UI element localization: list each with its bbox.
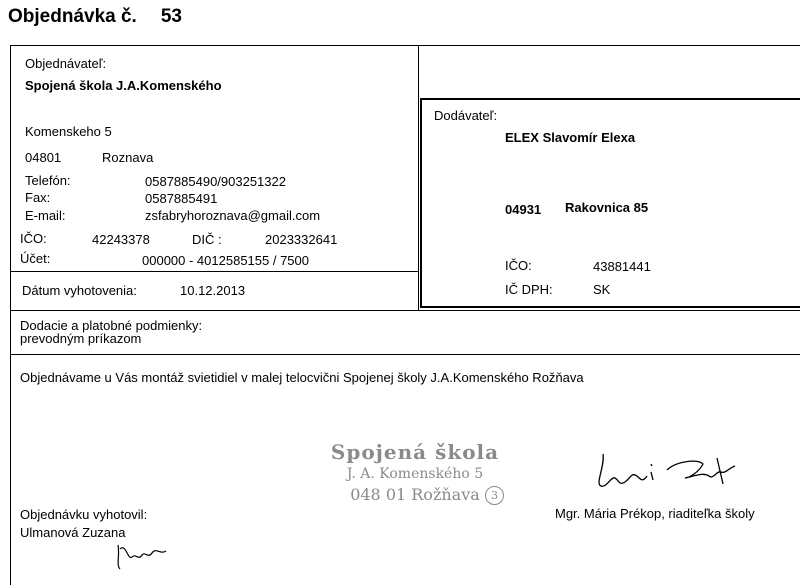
fax-label: Fax: [25,190,51,205]
customer-city: Roznava [102,150,154,165]
customer-dic-label: DIČ : [192,232,222,247]
stamp-number-mark [485,486,504,505]
customer-name: Spojená škola J.A.Komenského [25,78,222,93]
supplier-label: Dodávateľ: [434,108,498,123]
stamp-number: 3 [491,489,498,502]
email-value: zsfabryhoroznava@gmail.com [145,208,321,223]
order-number: 53 [160,6,182,27]
customer-street: Komenskeho 5 [25,124,112,139]
phone-value: 0587885490/903251322 [145,174,286,189]
approver-name: Mgr. Mária Prékop, riaditeľka školy [555,506,755,521]
customer-ico-value: 42243378 [92,232,150,247]
supplier-ico-value: 43881441 [593,259,651,274]
issuer-signature [112,535,172,575]
stamp-line-3: 048 01 Rožňava [350,485,480,504]
stamp-line-1: Spojená škola [330,440,500,464]
supplier-name: ELEX Slavomír Elexa [505,130,636,145]
issuer-name: Ulmanová Zuzana [20,525,126,540]
account-label: Účet: [20,251,51,266]
supplier-ico-label: IČO: [505,258,532,273]
supplier-street: Rakovnica 85 [565,200,649,215]
issuer-label: Objednávku vyhotovil: [20,507,148,522]
stamp-line-2: J. A. Komenského 5 [346,466,484,482]
customer-date-divider [10,271,419,272]
phone-label: Telefón: [25,173,71,188]
school-stamp [320,440,510,504]
order-description: Objednávame u Vás montáž svietidiel v malej telocvični Spojenej školy J.A.Komenského Rožňava [20,370,584,385]
supplier-icdph-value: SK [593,282,611,297]
date-bottom-divider [10,310,800,311]
date-label: Dátum vyhotovenia: [22,283,137,298]
order-title [8,6,182,28]
supplier-zip: 04931 [505,202,542,217]
customer-dic-value: 2023332641 [265,232,338,247]
approver-signature [585,450,765,500]
order-title-label: Objednávka č. [8,6,137,27]
terms-value: prevodným príkazom [20,331,142,346]
supplier-icdph-label: IČ DPH: [505,282,553,297]
fax-value: 0587885491 [145,191,218,206]
account-value: 000000 - 4012585155 / 7500 [142,253,309,268]
customer-zip: 04801 [25,150,62,165]
terms-bottom-divider [10,354,800,355]
terms-label: Dodacie a platobné podmienky: [20,318,203,333]
customer-label: Objednávateľ: [25,56,107,71]
date-value: 10.12.2013 [180,283,246,298]
email-label: E-mail: [25,208,66,223]
customer-ico-label: IČO: [20,231,47,246]
